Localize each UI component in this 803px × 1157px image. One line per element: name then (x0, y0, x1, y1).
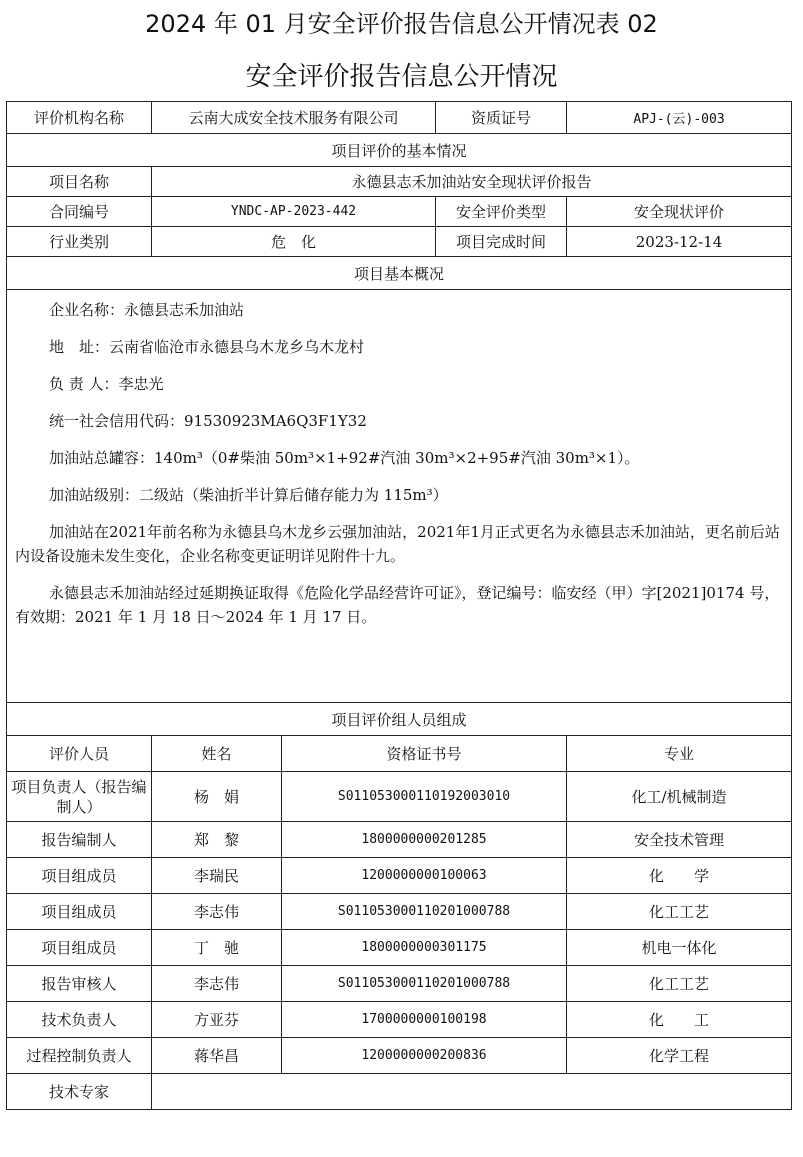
team-member-name: 李志伟 (152, 966, 282, 1002)
team-major: 安全技术管理 (567, 822, 792, 858)
team-cert-number: S011053000110201000788 (282, 894, 567, 930)
basic-section-title: 项目评价的基本情况 (7, 134, 792, 167)
overview-section-row (7, 257, 792, 290)
team-cert-number: 1200000000100063 (282, 858, 567, 894)
overview-body (7, 290, 792, 703)
team-row (7, 930, 792, 966)
team-role: 项目组成员 (7, 930, 152, 966)
team-role: 项目负责人（报告编制人） (7, 772, 152, 822)
team-header-name: 姓名 (152, 736, 282, 772)
team-member-name: 蒋华昌 (152, 1038, 282, 1074)
team-member-name: 郑 黎 (152, 822, 282, 858)
team-section-row (7, 703, 792, 736)
team-major: 化 学 (567, 858, 792, 894)
expert-label: 技术专家 (7, 1074, 152, 1110)
overview-paragraph: 统一社会信用代码：91530923MA6Q3F1Y32 (49, 412, 367, 430)
team-major: 化学工程 (567, 1038, 792, 1074)
team-cert-number: 1200000000200836 (282, 1038, 567, 1074)
expert-row (7, 1074, 792, 1110)
team-major: 化工工艺 (567, 894, 792, 930)
team-role: 技术负责人 (7, 1002, 152, 1038)
team-major: 化工/机械制造 (567, 772, 792, 822)
team-member-name: 杨 娟 (152, 772, 282, 822)
project-name-label: 项目名称 (7, 167, 152, 197)
team-row (7, 772, 792, 822)
overview-paragraph: 负 责 人：李忠光 (49, 375, 164, 393)
project-name-value: 永德县志禾加油站安全现状评价报告 (152, 167, 792, 197)
team-role: 项目组成员 (7, 858, 152, 894)
overview-paragraph: 加油站在2021年前名称为永德县乌木龙乡云强加油站，2021年1月正式更名为永德县志禾加油站，更名前后站内设备设施未发生变化，企业名称变更证明详见附件十九。 (15, 523, 780, 565)
industry-label: 行业类别 (7, 227, 152, 257)
team-cert-number: 1800000000301175 (282, 930, 567, 966)
eval-type-label: 安全评价类型 (436, 197, 567, 227)
overview-section-title: 项目基本概况 (7, 257, 792, 290)
project-name-row (7, 167, 792, 197)
overview-paragraph: 地 址：云南省临沧市永德县乌木龙乡乌木龙村 (49, 338, 365, 356)
overview-paragraph: 永德县志禾加油站经过延期换证取得《危险化学品经营许可证》，登记编号：临安经（甲）字[2021]0174 号，有效期：2021 年 1 月 18 日～2024 年 1 月 17 日。 (15, 584, 780, 626)
team-role: 报告审核人 (7, 966, 152, 1002)
team-cert-number: S011053000110192003010 (282, 772, 567, 822)
team-member-name: 李志伟 (152, 894, 282, 930)
disclosure-table (6, 101, 792, 1110)
team-row (7, 894, 792, 930)
team-member-name: 方亚芬 (152, 1002, 282, 1038)
team-header-row (7, 736, 792, 772)
contract-label: 合同编号 (7, 197, 152, 227)
team-row (7, 822, 792, 858)
document-subtitle: 安全评价报告信息公开情况 (245, 62, 558, 92)
team-row (7, 858, 792, 894)
finish-date-label: 项目完成时间 (436, 227, 567, 257)
overview-paragraph: 加油站级别：二级站（柴油折半计算后储存能力为 115m³） (49, 486, 448, 504)
team-row (7, 1038, 792, 1074)
team-member-name: 李瑞民 (152, 858, 282, 894)
team-cert-number: 1800000000201285 (282, 822, 567, 858)
org-label: 评价机构名称 (7, 102, 152, 134)
team-header-major: 专业 (567, 736, 792, 772)
overview-paragraph: 企业名称：永德县志禾加油站 (49, 301, 245, 319)
cert-number: APJ-(云)-003 (567, 102, 792, 134)
team-role: 项目组成员 (7, 894, 152, 930)
expert-value (152, 1074, 792, 1110)
team-major: 化 工 (567, 1002, 792, 1038)
team-role: 过程控制负责人 (7, 1038, 152, 1074)
team-section-title: 项目评价组人员组成 (7, 703, 792, 736)
team-member-name: 丁 驰 (152, 930, 282, 966)
team-row (7, 966, 792, 1002)
overview-body-row (7, 290, 792, 703)
team-header-cert: 资格证书号 (282, 736, 567, 772)
org-name: 云南大成安全技术服务有限公司 (152, 102, 436, 134)
team-row (7, 1002, 792, 1038)
industry-value: 危 化 (152, 227, 436, 257)
contract-number: YNDC-AP-2023-442 (152, 197, 436, 227)
team-header-role: 评价人员 (7, 736, 152, 772)
finish-date-value: 2023-12-14 (567, 227, 792, 257)
contract-row (7, 197, 792, 227)
team-cert-number: S011053000110201000788 (282, 966, 567, 1002)
org-row (7, 102, 792, 134)
team-major: 机电一体化 (567, 930, 792, 966)
industry-row (7, 227, 792, 257)
document-title: 2024 年 01 月安全评价报告信息公开情况表 02 (145, 10, 658, 38)
basic-section-row (7, 134, 792, 167)
team-major: 化工工艺 (567, 966, 792, 1002)
cert-label: 资质证号 (436, 102, 567, 134)
team-cert-number: 1700000000100198 (282, 1002, 567, 1038)
overview-paragraph: 加油站总罐容：140m³（0#柴油 50m³×1+92#汽油 30m³×2+95#汽油 30m³×1）。 (49, 449, 640, 467)
eval-type-value: 安全现状评价 (567, 197, 792, 227)
team-role: 报告编制人 (7, 822, 152, 858)
